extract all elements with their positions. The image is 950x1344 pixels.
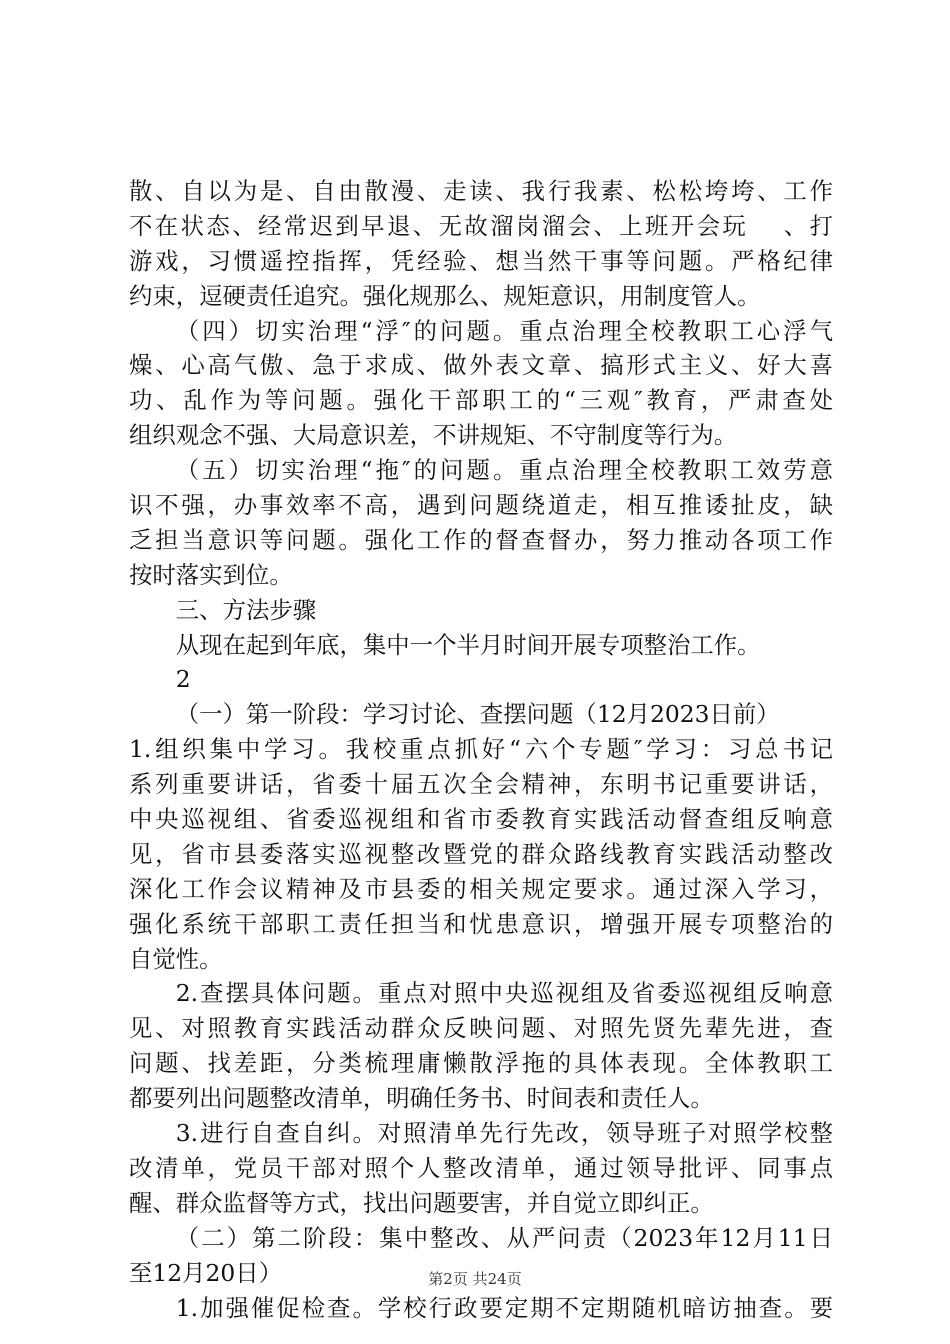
text-line: 乏担当意识等问题。强化工作的督查督办，努力推动各项工作 bbox=[129, 525, 833, 554]
text-line: 2 bbox=[175, 665, 191, 694]
text-line: 功、乱作为等问题。强化干部职工的“三观″教育，严肃查处 bbox=[129, 386, 833, 415]
text-line: （五）切实治理“拖″的问题。重点治理全校教职工效劳意 bbox=[175, 456, 833, 485]
document-body bbox=[129, 174, 833, 1325]
text-line: 自觉性。 bbox=[129, 944, 223, 973]
text-line: 燥、心高气傲、急于求成、做外表文章、搞形式主义、好大喜 bbox=[129, 351, 833, 380]
text-line: 组织观念不强、大局意识差，不讲规矩、不守制度等行为。 bbox=[129, 421, 738, 450]
text-line: 见，省市县委落实巡视整改暨党的群众路线教育实践活动整改 bbox=[129, 839, 833, 868]
text-line: 2.查摆具体问题。重点对照中央巡视组及省委巡视组反响意 bbox=[175, 979, 833, 1008]
text-line: （二）第二阶段：集中整改、从严问责（2023年12月11日 bbox=[175, 1223, 833, 1252]
text-line: 醒、群众监督等方式，找出问题要害，并自觉立即纠正。 bbox=[129, 1188, 714, 1217]
text-line: 1.组织集中学习。我校重点抓好“六个专题″学习：习总书记 bbox=[129, 735, 833, 764]
text-line: 识不强，办事效率不高，遇到问题绕道走，相互推诿扯皮，缺 bbox=[129, 491, 833, 520]
text-line: 都要列出问题整改清单，明确任务书、时间表和责任人。 bbox=[129, 1084, 714, 1113]
text-line: 3.进行自查自纠。对照清单先行先改，领导班子对照学校整 bbox=[175, 1119, 833, 1148]
text-line: 散、自以为是、自由散漫、走读、我行我素、松松垮垮、工作 bbox=[129, 177, 833, 205]
text-line: 改清单，党员干部对照个人整改清单，通过领导批评、同事点 bbox=[129, 1153, 833, 1182]
text-line: 从现在起到年底，集中一个半月时间开展专项整治工作。 bbox=[175, 630, 761, 659]
text-line: 中央巡视组、省委巡视组和省市委教育实践活动督查组反响意 bbox=[129, 805, 833, 834]
text-line: 系列重要讲话，省委十届五次全会精神，东明书记重要讲话， bbox=[129, 770, 833, 799]
text-line: 强化系统干部职工责任担当和忧患意识，增强开展专项整治的 bbox=[129, 909, 833, 938]
text-line: 1.加强催促检查。学校行政要定期不定期随机暗访抽查。要 bbox=[175, 1293, 833, 1322]
text-line: 至12月20日） bbox=[129, 1258, 283, 1287]
text-line: 深化工作会议精神及市县委的相关规定要求。通过深入学习， bbox=[129, 874, 833, 903]
text-line: 问题、找差距，分类梳理庸懒散浮拖的具体表现。全体教职工 bbox=[129, 1049, 833, 1078]
text-line: 游戏，习惯遥控指挥，凭经验、想当然干事等问题。严格纪律 bbox=[129, 246, 833, 275]
text-line: （一）第一阶段：学习讨论、查摆问题（12月2023日前） bbox=[175, 700, 780, 729]
text-line: 三、方法步骤 bbox=[175, 595, 317, 624]
text-line: 约束，逗硬责任追究。强化规那么、规矩意识，用制度管人。 bbox=[129, 281, 761, 310]
text-line: 不在状态、经常迟到早退、无故溜岗溜会、上班开会玩 、打 bbox=[129, 211, 833, 240]
page-footer: 第2页 共24页 bbox=[428, 1270, 522, 1288]
text-line: 见、对照教育实践活动群众反映问题、对照先贤先辈先进，查 bbox=[129, 1014, 833, 1043]
text-line: 按时落实到位。 bbox=[129, 560, 293, 589]
text-line: （四）切实治理“浮″的问题。重点治理全校教职工心浮气 bbox=[175, 316, 833, 345]
